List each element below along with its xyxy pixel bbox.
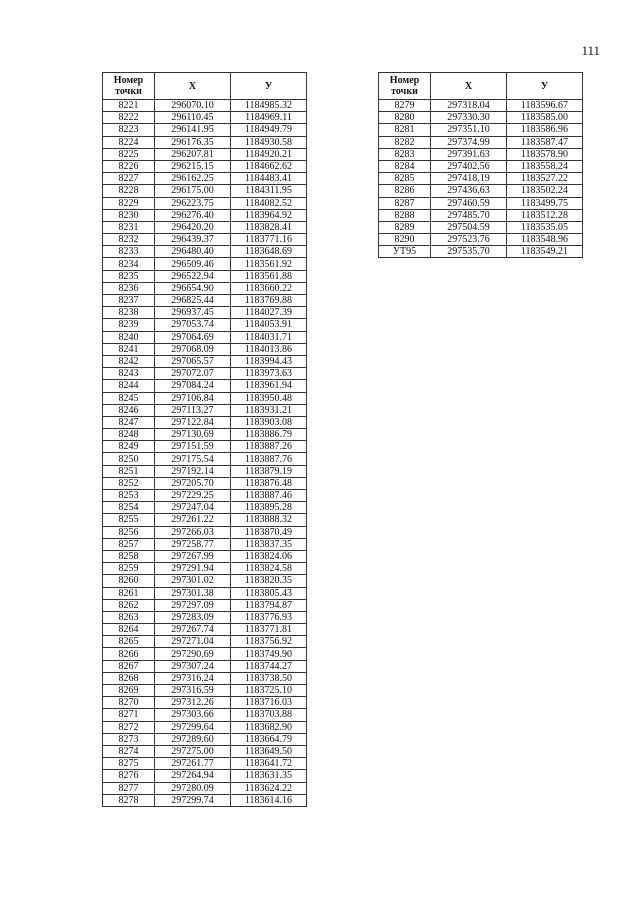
table-row (103, 563, 307, 575)
table-row (103, 490, 307, 502)
x-coordinate-cell: 297192.14 (155, 465, 231, 477)
page-number: 111 (581, 43, 600, 58)
x-coordinate-cell: 297299.74 (155, 794, 231, 806)
y-coordinate-cell: 1184031.71 (231, 331, 307, 343)
point-number-cell: 8255 (103, 514, 155, 526)
point-number-cell: 8282 (379, 136, 431, 148)
x-coordinate-cell: 297130.69 (155, 429, 231, 441)
point-number-cell: 8265 (103, 636, 155, 648)
x-coordinate-cell: 297504.59 (431, 221, 507, 233)
x-coordinate-cell: 297316.59 (155, 685, 231, 697)
y-coordinate-cell: 1183660.22 (231, 282, 307, 294)
table-row (103, 782, 307, 794)
header-line-2: точки (391, 86, 418, 97)
x-coordinate-cell: 297301.02 (155, 575, 231, 587)
point-number-cell: 8251 (103, 465, 155, 477)
table-row (103, 343, 307, 355)
table-row (103, 124, 307, 136)
table-row (103, 331, 307, 343)
table-row (103, 599, 307, 611)
x-coordinate-cell: 296522.94 (155, 270, 231, 282)
x-coordinate-cell: 296207.81 (155, 148, 231, 160)
y-coordinate-cell: 1183950.48 (231, 392, 307, 404)
y-coordinate-cell: 1183961.94 (231, 380, 307, 392)
table-row (103, 514, 307, 526)
point-number-cell: 8247 (103, 416, 155, 428)
x-coordinate-cell: 296654.90 (155, 282, 231, 294)
x-coordinate-cell: 296480.40 (155, 246, 231, 258)
x-coordinate-cell: 297267.74 (155, 624, 231, 636)
x-coordinate-cell: 296276.40 (155, 209, 231, 221)
point-number-cell: 8268 (103, 672, 155, 684)
point-number-cell: 8256 (103, 526, 155, 538)
y-coordinate-cell: 1183886.79 (231, 429, 307, 441)
table-row (103, 770, 307, 782)
y-coordinate-cell: 1183749.90 (231, 648, 307, 660)
point-number-cell: 8290 (379, 234, 431, 246)
point-number-cell: 8225 (103, 148, 155, 160)
x-coordinate-cell: 296215.15 (155, 160, 231, 172)
point-number-cell: 8264 (103, 624, 155, 636)
table-row (379, 160, 583, 172)
table-row (379, 197, 583, 209)
point-number-cell: 8270 (103, 697, 155, 709)
y-coordinate-cell: 1183738.50 (231, 672, 307, 684)
y-coordinate-cell: 1184662.62 (231, 160, 307, 172)
x-coordinate-cell: 297303.66 (155, 709, 231, 721)
y-coordinate-cell: 1183561.92 (231, 258, 307, 270)
table-row (103, 636, 307, 648)
y-coordinate-cell: 1183903.08 (231, 416, 307, 428)
point-number-cell: 8234 (103, 258, 155, 270)
x-coordinate-cell: 297312.26 (155, 697, 231, 709)
x-coordinate-cell: 297290.69 (155, 648, 231, 660)
y-coordinate-cell: 1184949.79 (231, 124, 307, 136)
point-number-cell: 8221 (103, 100, 155, 112)
table-row (379, 112, 583, 124)
table-row (103, 258, 307, 270)
table-row (103, 282, 307, 294)
point-number-cell: 8231 (103, 221, 155, 233)
y-coordinate-cell: 1183837.35 (231, 538, 307, 550)
point-number-cell: 8288 (379, 209, 431, 221)
y-coordinate-cell: 1183771.16 (231, 234, 307, 246)
x-coordinate-cell: 297258.77 (155, 538, 231, 550)
y-coordinate-cell: 1184027.39 (231, 307, 307, 319)
y-coordinate-cell: 1183964.92 (231, 209, 307, 221)
table-row (103, 465, 307, 477)
point-number-cell: 8244 (103, 380, 155, 392)
y-coordinate-cell: 1183631.35 (231, 770, 307, 782)
x-coordinate-cell: 297291.94 (155, 563, 231, 575)
point-number-cell: 8285 (379, 173, 431, 185)
y-coordinate-cell: 1184920.21 (231, 148, 307, 160)
x-coordinate-cell: 297053.74 (155, 319, 231, 331)
x-coordinate-cell: 297064.69 (155, 331, 231, 343)
point-number-cell: 8226 (103, 160, 155, 172)
table-row (379, 221, 583, 233)
x-coordinate-cell: 297261.22 (155, 514, 231, 526)
point-number-cell: 8276 (103, 770, 155, 782)
point-number-cell: 8273 (103, 733, 155, 745)
table-row (379, 185, 583, 197)
y-coordinate-cell: 1183776.93 (231, 611, 307, 623)
point-number-cell: 8260 (103, 575, 155, 587)
point-number-cell: 8233 (103, 246, 155, 258)
table-row (103, 355, 307, 367)
x-coordinate-cell: 296223.75 (155, 197, 231, 209)
point-number-cell: 8279 (379, 100, 431, 112)
point-number-cell: 8245 (103, 392, 155, 404)
x-coordinate-cell: 297523.76 (431, 234, 507, 246)
y-coordinate-cell: 1183641.72 (231, 758, 307, 770)
header-line-1: Номер (389, 75, 420, 86)
table-row (379, 246, 583, 258)
y-coordinate-cell: 1183870.49 (231, 526, 307, 538)
y-coordinate-cell: 1183502.24 (507, 185, 583, 197)
x-coordinate-cell: 297299.64 (155, 721, 231, 733)
table-row (103, 685, 307, 697)
y-coordinate-cell: 1184483.41 (231, 173, 307, 185)
x-coordinate-cell: 297418.19 (431, 173, 507, 185)
y-coordinate-cell: 1183587.47 (507, 136, 583, 148)
point-number-cell: 8263 (103, 611, 155, 623)
x-coordinate-cell: 296110.45 (155, 112, 231, 124)
x-coordinate-cell: 297391.63 (431, 148, 507, 160)
x-coordinate-cell: 297374.99 (431, 136, 507, 148)
table-row (103, 404, 307, 416)
table-row (103, 100, 307, 112)
y-coordinate-cell: 1183664.79 (231, 733, 307, 745)
point-number-cell: 8249 (103, 441, 155, 453)
y-coordinate-cell: 1183994.43 (231, 355, 307, 367)
y-coordinate-cell: 1183682.90 (231, 721, 307, 733)
table-row (103, 624, 307, 636)
x-coordinate-cell: 297402.56 (431, 160, 507, 172)
table-row (103, 221, 307, 233)
y-coordinate-cell: 1183716.03 (231, 697, 307, 709)
y-coordinate-cell: 1184082.52 (231, 197, 307, 209)
x-coordinate-cell: 297068.09 (155, 343, 231, 355)
x-coordinate-cell: 297264.94 (155, 770, 231, 782)
point-number-cell: 8230 (103, 209, 155, 221)
table-row (379, 234, 583, 246)
point-number-cell: 8227 (103, 173, 155, 185)
x-coordinate-cell: 297261.77 (155, 758, 231, 770)
point-number-cell: 8284 (379, 160, 431, 172)
y-coordinate-cell: 1183887.26 (231, 441, 307, 453)
header-line-1: Номер (113, 75, 144, 86)
table-row (379, 209, 583, 221)
point-number-cell: 8287 (379, 197, 431, 209)
table-row (103, 745, 307, 757)
point-number-cell: 8281 (379, 124, 431, 136)
x-coordinate-cell: 297485.70 (431, 209, 507, 221)
y-coordinate-cell: 1183879.19 (231, 465, 307, 477)
table-row (103, 648, 307, 660)
y-coordinate-cell: 1183820.35 (231, 575, 307, 587)
table-row (103, 368, 307, 380)
header-line-2: точки (115, 86, 142, 97)
table-row (379, 100, 583, 112)
x-coordinate-cell: 297330.30 (431, 112, 507, 124)
point-number-cell: 8229 (103, 197, 155, 209)
y-coordinate-cell: 1183756.92 (231, 636, 307, 648)
point-number-cell: 8253 (103, 490, 155, 502)
x-coordinate-cell: 297175.54 (155, 453, 231, 465)
point-number-cell: 8271 (103, 709, 155, 721)
table-row (103, 672, 307, 684)
table-row (103, 575, 307, 587)
table-row (103, 295, 307, 307)
coordinates-table-left (102, 72, 307, 807)
point-number-cell: 8224 (103, 136, 155, 148)
point-number-cell: 8254 (103, 502, 155, 514)
table-row (103, 429, 307, 441)
point-number-header (379, 73, 431, 100)
y-coordinate-cell: 1183578.90 (507, 148, 583, 160)
x-coordinate-cell: 296439.37 (155, 234, 231, 246)
point-number-cell: 8236 (103, 282, 155, 294)
x-coordinate-cell: 297151.59 (155, 441, 231, 453)
x-coordinate-cell: 297247.04 (155, 502, 231, 514)
table-row (103, 416, 307, 428)
y-coordinate-cell: 1183558.24 (507, 160, 583, 172)
y-coordinate-cell: 1183614.16 (231, 794, 307, 806)
table-row (103, 112, 307, 124)
table-row (103, 526, 307, 538)
table-row (103, 721, 307, 733)
point-number-cell: 8272 (103, 721, 155, 733)
table-header-row (379, 73, 583, 100)
point-number-cell: 8238 (103, 307, 155, 319)
x-coordinate-cell: 296176.35 (155, 136, 231, 148)
table-row (103, 550, 307, 562)
y-coordinate-cell: 1183824.06 (231, 550, 307, 562)
point-number-header (103, 73, 155, 100)
point-number-cell: 8248 (103, 429, 155, 441)
x-coordinate-cell: 297307.24 (155, 660, 231, 672)
y-header: У (231, 73, 307, 100)
y-coordinate-cell: 1183649.50 (231, 745, 307, 757)
x-coordinate-cell: 296162.25 (155, 173, 231, 185)
point-number-cell: 8235 (103, 270, 155, 282)
coordinates-table-right (378, 72, 583, 258)
y-coordinate-cell: 1183585.00 (507, 112, 583, 124)
table-row (103, 587, 307, 599)
y-coordinate-cell: 1183512.28 (507, 209, 583, 221)
table-row (103, 234, 307, 246)
point-number-cell: 8269 (103, 685, 155, 697)
y-coordinate-cell: 1183703.88 (231, 709, 307, 721)
point-number-cell: УТ95 (379, 246, 431, 258)
x-coordinate-cell: 297283.09 (155, 611, 231, 623)
x-coordinate-cell: 297318.04 (431, 100, 507, 112)
y-coordinate-cell: 1183648.69 (231, 246, 307, 258)
table-row (103, 502, 307, 514)
x-coordinate-cell: 297436.63 (431, 185, 507, 197)
point-number-cell: 8246 (103, 404, 155, 416)
x-coordinate-cell: 297065.57 (155, 355, 231, 367)
x-coordinate-cell: 297072.07 (155, 368, 231, 380)
table-row (103, 197, 307, 209)
y-coordinate-cell: 1183828.41 (231, 221, 307, 233)
table-row (103, 709, 307, 721)
point-number-cell: 8266 (103, 648, 155, 660)
point-number-cell: 8240 (103, 331, 155, 343)
x-coordinate-cell: 297084.24 (155, 380, 231, 392)
point-number-cell: 8274 (103, 745, 155, 757)
point-number-cell: 8258 (103, 550, 155, 562)
x-coordinate-cell: 297113.27 (155, 404, 231, 416)
point-number-cell: 8259 (103, 563, 155, 575)
table-row (103, 733, 307, 745)
x-coordinate-cell: 297316.24 (155, 672, 231, 684)
x-coordinate-cell: 296825.44 (155, 295, 231, 307)
y-coordinate-cell: 1183725.10 (231, 685, 307, 697)
y-coordinate-cell: 1184013.86 (231, 343, 307, 355)
x-coordinate-cell: 297122.84 (155, 416, 231, 428)
x-coordinate-cell: 297297.09 (155, 599, 231, 611)
table-row (103, 611, 307, 623)
x-coordinate-cell: 297460.59 (431, 197, 507, 209)
x-header: X (155, 73, 231, 100)
x-coordinate-cell: 296141.95 (155, 124, 231, 136)
y-coordinate-cell: 1183931.21 (231, 404, 307, 416)
table-row (103, 758, 307, 770)
x-coordinate-cell: 297266.03 (155, 526, 231, 538)
y-coordinate-cell: 1184985.32 (231, 100, 307, 112)
point-number-cell: 8223 (103, 124, 155, 136)
x-header: X (431, 73, 507, 100)
table-row (103, 441, 307, 453)
table-row (103, 392, 307, 404)
point-number-cell: 8275 (103, 758, 155, 770)
point-number-cell: 8232 (103, 234, 155, 246)
table-row (103, 660, 307, 672)
y-coordinate-cell: 1183624.22 (231, 782, 307, 794)
point-number-cell: 8239 (103, 319, 155, 331)
x-coordinate-cell: 297351.10 (431, 124, 507, 136)
table-row (103, 209, 307, 221)
x-coordinate-cell: 297229.25 (155, 490, 231, 502)
point-number-cell: 8242 (103, 355, 155, 367)
y-coordinate-cell: 1183744.27 (231, 660, 307, 672)
point-number-cell: 8257 (103, 538, 155, 550)
table-row (103, 136, 307, 148)
y-coordinate-cell: 1183794.87 (231, 599, 307, 611)
x-coordinate-cell: 297205.70 (155, 477, 231, 489)
y-coordinate-cell: 1184930.58 (231, 136, 307, 148)
y-coordinate-cell: 1183527.22 (507, 173, 583, 185)
x-coordinate-cell: 296509.46 (155, 258, 231, 270)
table-row (103, 173, 307, 185)
x-coordinate-cell: 297275.00 (155, 745, 231, 757)
y-coordinate-cell: 1184053.91 (231, 319, 307, 331)
point-number-cell: 8267 (103, 660, 155, 672)
y-coordinate-cell: 1183887.76 (231, 453, 307, 465)
x-coordinate-cell: 297271.04 (155, 636, 231, 648)
y-coordinate-cell: 1183769.88 (231, 295, 307, 307)
point-number-cell: 8252 (103, 477, 155, 489)
table-row (103, 319, 307, 331)
x-coordinate-cell: 297267.99 (155, 550, 231, 562)
table-row (103, 538, 307, 550)
point-number-cell: 8277 (103, 782, 155, 794)
y-coordinate-cell: 1184969.11 (231, 112, 307, 124)
y-coordinate-cell: 1183876.48 (231, 477, 307, 489)
point-number-cell: 8243 (103, 368, 155, 380)
point-number-cell: 8237 (103, 295, 155, 307)
y-coordinate-cell: 1183499.75 (507, 197, 583, 209)
table-row (103, 794, 307, 806)
table-row (379, 173, 583, 185)
y-header: У (507, 73, 583, 100)
table-header-row (103, 73, 307, 100)
x-coordinate-cell: 296070.10 (155, 100, 231, 112)
table-row (103, 270, 307, 282)
x-coordinate-cell: 296420.20 (155, 221, 231, 233)
y-coordinate-cell: 1183895.28 (231, 502, 307, 514)
point-number-cell: 8250 (103, 453, 155, 465)
point-number-cell: 8280 (379, 112, 431, 124)
y-coordinate-cell: 1184311.95 (231, 185, 307, 197)
x-coordinate-cell: 297535.70 (431, 246, 507, 258)
point-number-cell: 8262 (103, 599, 155, 611)
y-coordinate-cell: 1183549.21 (507, 246, 583, 258)
table-row (103, 477, 307, 489)
y-coordinate-cell: 1183805.43 (231, 587, 307, 599)
x-coordinate-cell: 296937.45 (155, 307, 231, 319)
y-coordinate-cell: 1183887.46 (231, 490, 307, 502)
table-row (103, 185, 307, 197)
table-row (103, 453, 307, 465)
table-row (103, 160, 307, 172)
y-coordinate-cell: 1183824.58 (231, 563, 307, 575)
x-coordinate-cell: 297280.09 (155, 782, 231, 794)
table-row (379, 124, 583, 136)
table-row (103, 148, 307, 160)
point-number-cell: 8261 (103, 587, 155, 599)
point-number-cell: 8289 (379, 221, 431, 233)
x-coordinate-cell: 297301.38 (155, 587, 231, 599)
table-row (103, 697, 307, 709)
table-row (103, 307, 307, 319)
y-coordinate-cell: 1183561.88 (231, 270, 307, 282)
x-coordinate-cell: 296175.00 (155, 185, 231, 197)
point-number-cell: 8286 (379, 185, 431, 197)
y-coordinate-cell: 1183586.96 (507, 124, 583, 136)
table-row (103, 246, 307, 258)
y-coordinate-cell: 1183771.81 (231, 624, 307, 636)
point-number-cell: 8278 (103, 794, 155, 806)
point-number-cell: 8222 (103, 112, 155, 124)
point-number-cell: 8228 (103, 185, 155, 197)
point-number-cell: 8283 (379, 148, 431, 160)
point-number-cell: 8241 (103, 343, 155, 355)
y-coordinate-cell: 1183888.32 (231, 514, 307, 526)
y-coordinate-cell: 1183973.63 (231, 368, 307, 380)
y-coordinate-cell: 1183535.05 (507, 221, 583, 233)
table-row (379, 136, 583, 148)
y-coordinate-cell: 1183596.67 (507, 100, 583, 112)
table-row (379, 148, 583, 160)
x-coordinate-cell: 297106.84 (155, 392, 231, 404)
x-coordinate-cell: 297289.60 (155, 733, 231, 745)
table-row (103, 380, 307, 392)
y-coordinate-cell: 1183548.96 (507, 234, 583, 246)
